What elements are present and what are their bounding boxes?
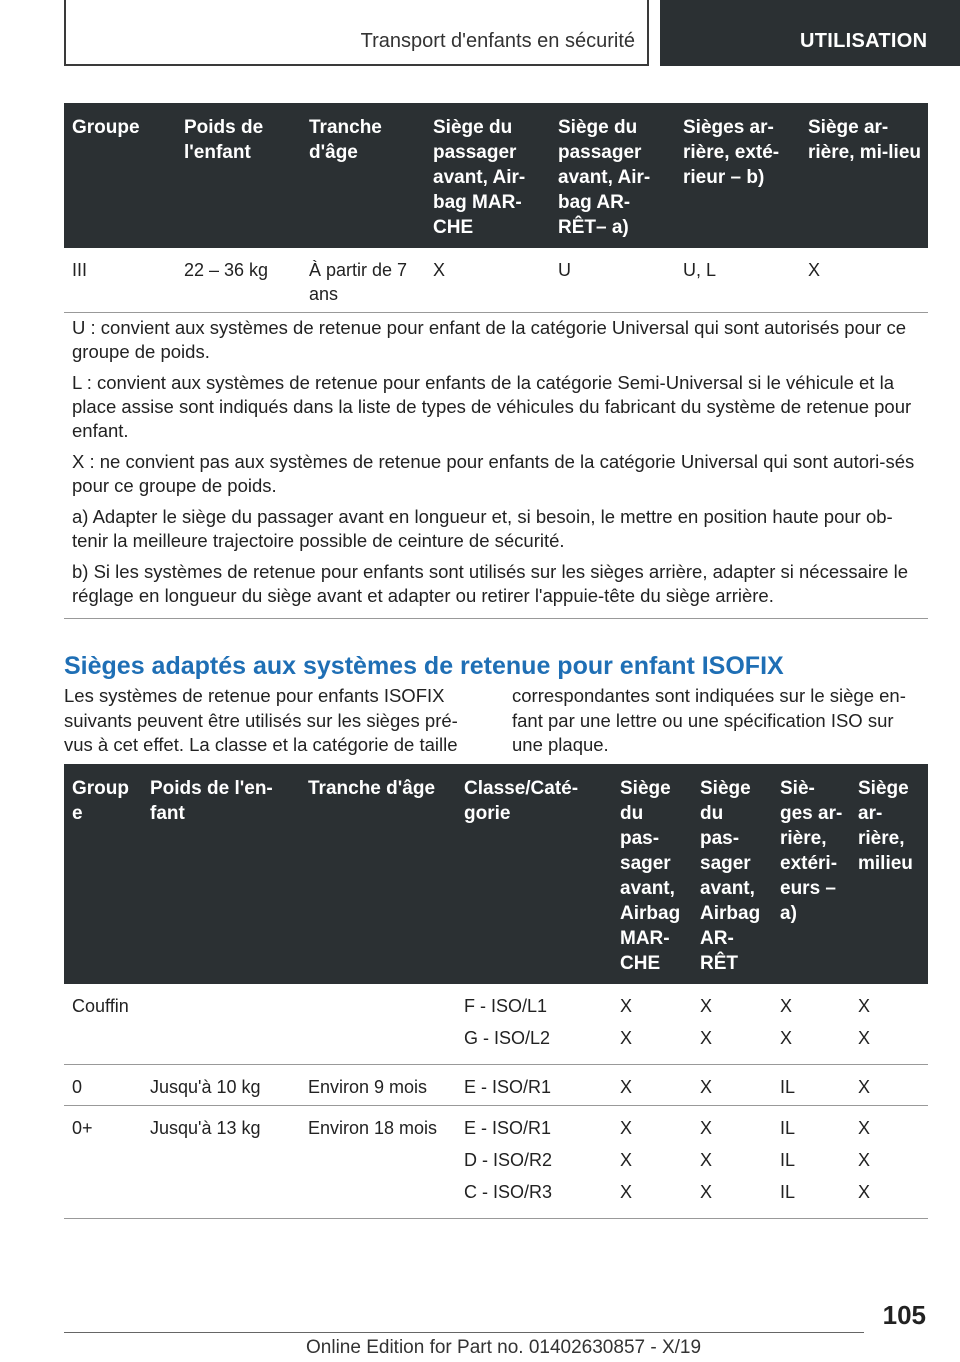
table-cell: Environ 9 mois (300, 1065, 456, 1106)
cell-line: G - ISO/L2 (464, 1028, 551, 1048)
table-cell (456, 984, 612, 1065)
table-cell (850, 984, 928, 1065)
cell-line: X (700, 1028, 713, 1048)
cell-line: X (858, 1118, 871, 1138)
header-section-title: Transport d'enfants en sécurité (360, 30, 635, 52)
cell-line: X (780, 1028, 793, 1048)
column-header: Groupe (64, 103, 176, 248)
table-cell (612, 1106, 692, 1219)
table-row (64, 1065, 928, 1106)
table-cell: U (550, 248, 675, 313)
cell-line: X (858, 996, 871, 1016)
cell-line: C - ISO/R3 (464, 1182, 553, 1202)
column-header: Group e (64, 764, 142, 984)
column-header: Sièges ar-rière, exté-rieur – b) (675, 103, 800, 248)
table-cell (612, 984, 692, 1065)
cell-line: F - ISO/L1 (464, 996, 548, 1016)
table-header-row (64, 764, 928, 984)
table-cell: X (800, 248, 928, 313)
table-row (64, 1106, 928, 1219)
table-cell: III (64, 248, 176, 313)
cell-line: D - ISO/R2 (464, 1150, 553, 1170)
table-cell: X (850, 1065, 928, 1106)
table-cell: Jusqu'à 13 kg (142, 1106, 300, 1219)
note-a: a) Adapter le siège du passager avant en longueur et, si besoin, le mettre en position haute pour ob-tenir la meilleure trajectoire possible de ceinture de sécurité. (72, 506, 893, 551)
column-header: Siège ar-rière, mi-lieu (800, 103, 928, 248)
table-cell: 0 (64, 1065, 142, 1106)
table-cell: U, L (675, 248, 800, 313)
isofix-intro-left: Les systèmes de retenue pour enfants ISOFIX suivants peuvent être utilisés sur les sièges pré-vus à cet effet. La classe et la catégorie de taille (64, 685, 458, 755)
table-cell: 0+ (64, 1106, 142, 1219)
cell-line: IL (780, 1118, 796, 1138)
table-cell: X (692, 1065, 772, 1106)
isofix-intro-right: correspondantes sont indiquées sur le siège en-fant par une lettre ou une spécification ISO sur une plaque. (512, 685, 906, 755)
cell-line: X (858, 1150, 871, 1170)
header-chapter-title: UTILISATION (800, 30, 928, 52)
table-cell (772, 1106, 850, 1219)
table-cell: IL (772, 1065, 850, 1106)
table-cell: X (425, 248, 550, 313)
column-header: Siège ar-rière, milieu (850, 764, 928, 984)
table-cell: E - ISO/R1 (456, 1065, 612, 1106)
footer-divider (64, 1332, 864, 1333)
table-cell (772, 984, 850, 1065)
cell-line: X (620, 1118, 633, 1138)
table-cell: Couffin (64, 984, 142, 1065)
table-cell: Jusqu'à 10 kg (142, 1065, 300, 1106)
table-row (64, 984, 928, 1065)
table-cell (692, 1106, 772, 1219)
cell-line: X (700, 1182, 713, 1202)
seat-suitability-table (64, 103, 928, 313)
table-cell (300, 984, 456, 1065)
cell-line: IL (780, 1150, 796, 1170)
note-x: X : ne convient pas aux systèmes de retenue pour enfants de la catégorie Universal qui sont autori-sés pour ce groupe de poids. (72, 451, 915, 496)
footer-edition-text: Online Edition for Part no. 01402630857 - X/19 (306, 1337, 702, 1358)
cell-line: X (620, 996, 633, 1016)
page-number: 105 (882, 1300, 926, 1330)
table-cell (142, 984, 300, 1065)
table-cell: Environ 18 mois (300, 1106, 456, 1219)
table-cell (850, 1106, 928, 1219)
table-legend-notes (64, 308, 928, 619)
header-chapter-box (660, 0, 960, 66)
table-cell (692, 984, 772, 1065)
column-header: Poids de l'en-fant (142, 764, 300, 984)
cell-line: X (780, 996, 793, 1016)
note-b: b) Si les systèmes de retenue pour enfants sont utilisés sur les sièges arrière, adapter si nécessaire le réglage en longueur du siège avant et adapter ou retirer l'appuie-tête du siège arrière. (72, 561, 908, 606)
column-header: Classe/Caté-gorie (456, 764, 612, 984)
cell-line: X (620, 1028, 633, 1048)
isofix-section-title: Sièges adaptés aux systèmes de retenue pour enfant ISOFIX (64, 652, 784, 680)
column-header: Siè-ges ar-rière, extéri-eurs – a) (772, 764, 850, 984)
table-row (64, 248, 928, 313)
table-cell: 22 – 36 kg (176, 248, 301, 313)
table-cell: À partir de 7 ans (301, 248, 425, 313)
isofix-suitability-table (64, 764, 928, 1219)
cell-line: X (858, 1182, 871, 1202)
column-header: Siège du pas-sager avant, Airbag MAR-CHE (612, 764, 692, 984)
cell-line: X (700, 996, 713, 1016)
note-u: U : convient aux systèmes de retenue pour enfant de la catégorie Universal qui sont autorisés pour ce groupe de poids. (72, 317, 906, 362)
column-header: Siège du pas-sager avant, Airbag AR-RÊT (692, 764, 772, 984)
cell-line: X (700, 1150, 713, 1170)
note-l: L : convient aux systèmes de retenue pour enfants de la catégorie Semi-Universal si le véhicule et la place assise sont indiqués dans la liste de types de véhicules du fabricant du système de retenue pour enfant. (72, 372, 912, 441)
cell-line: E - ISO/R1 (464, 1118, 552, 1138)
cell-line: X (858, 1028, 871, 1048)
table-header-row (64, 103, 928, 248)
cell-line: X (700, 1118, 713, 1138)
column-header: Siège du passager avant, Air-bag AR-RÊT– a) (550, 103, 675, 248)
column-header: Tranche d'âge (301, 103, 425, 248)
table-cell (456, 1106, 612, 1219)
table-cell: X (612, 1065, 692, 1106)
cell-line: IL (780, 1182, 796, 1202)
column-header: Tranche d'âge (300, 764, 456, 984)
header-section-box (64, 0, 649, 66)
column-header: Poids de l'enfant (176, 103, 301, 248)
cell-line: X (620, 1150, 633, 1170)
cell-line: X (620, 1182, 633, 1202)
column-header: Siège du passager avant, Air-bag MAR-CHE (425, 103, 550, 248)
